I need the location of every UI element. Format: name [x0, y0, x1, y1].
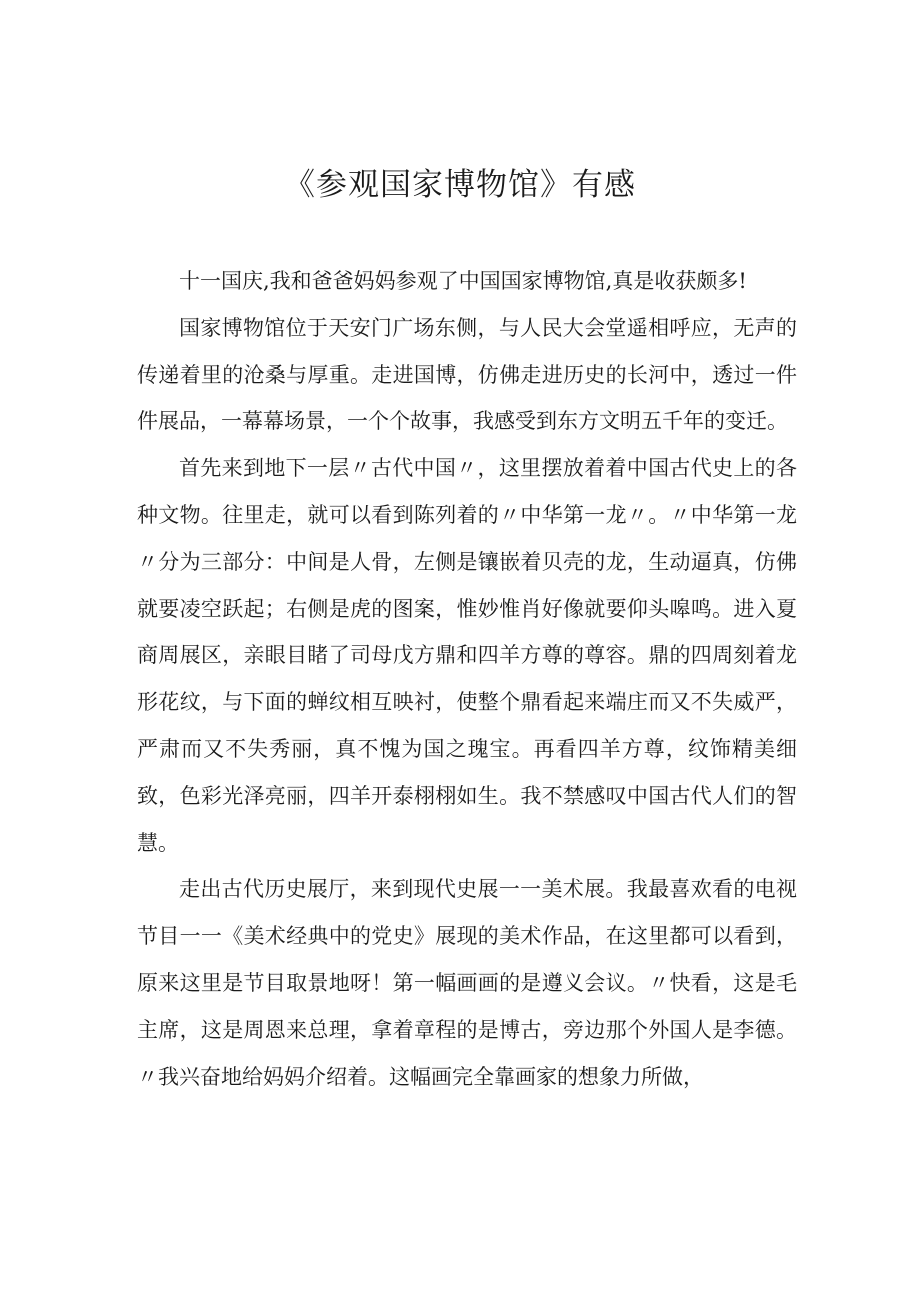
document-body — [137, 258, 797, 1100]
document-title: 《参观国家博物馆》有感 — [284, 167, 636, 203]
paragraph: 十一国庆,我和爸爸妈妈参观了中国国家博物馆,真是收获颇多! — [179, 269, 747, 293]
paragraph: 国家博物馆位于天安门广场东侧，与人民大会堂遥相呼应，无声的传递着里的沧桑与厚重。走进国博，仿佛走进历史的长河中，透过一件件展品，一幕幕场景，一个个故事，我感受到东方文明五千年的变迁。 — [137, 315, 797, 434]
paragraph: 首先来到地下一层〃古代中国〃，这里摆放着着中国古代史上的各种文物。往里走，就可以看到陈列着的〃中华第一龙〃。〃中华第一龙〃分为三部分：中间是人骨，左侧是镶嵌着贝壳的龙，生动逼真，仿佛就要凌空跃起；右侧是虎的图案，惟妙惟肖好像就要仰头嗥鸣。进入夏商周展区，亲眼目睹了司母戊方鼎和四羊方尊的尊容。鼎的四周刻着龙形花纹，与下面的蝉纹相互映衬，使整个鼎看起来端庄而又不失威严，严肃而又不失秀丽，真不愧为国之瑰宝。再看四羊方尊，纹饰精美细致，色彩光泽亮丽，四羊开泰栩栩如生。我不禁感叹中国古代人们的智慧。 — [137, 456, 797, 855]
paragraph: 走出古代历史展厅，来到现代史展一一美术展。我最喜欢看的电视节目一一《美术经典中的党史》展现的美术作品，在这里都可以看到，原来这里是节目取景地呀！第一幅画画的是遵义会议。〃快看，这是毛主席，这是周恩来总理，拿着章程的是博古，旁边那个外国人是李德。〃我兴奋地给妈妈介绍着。这幅画完全靠画家的想象力所做， — [137, 877, 797, 1089]
